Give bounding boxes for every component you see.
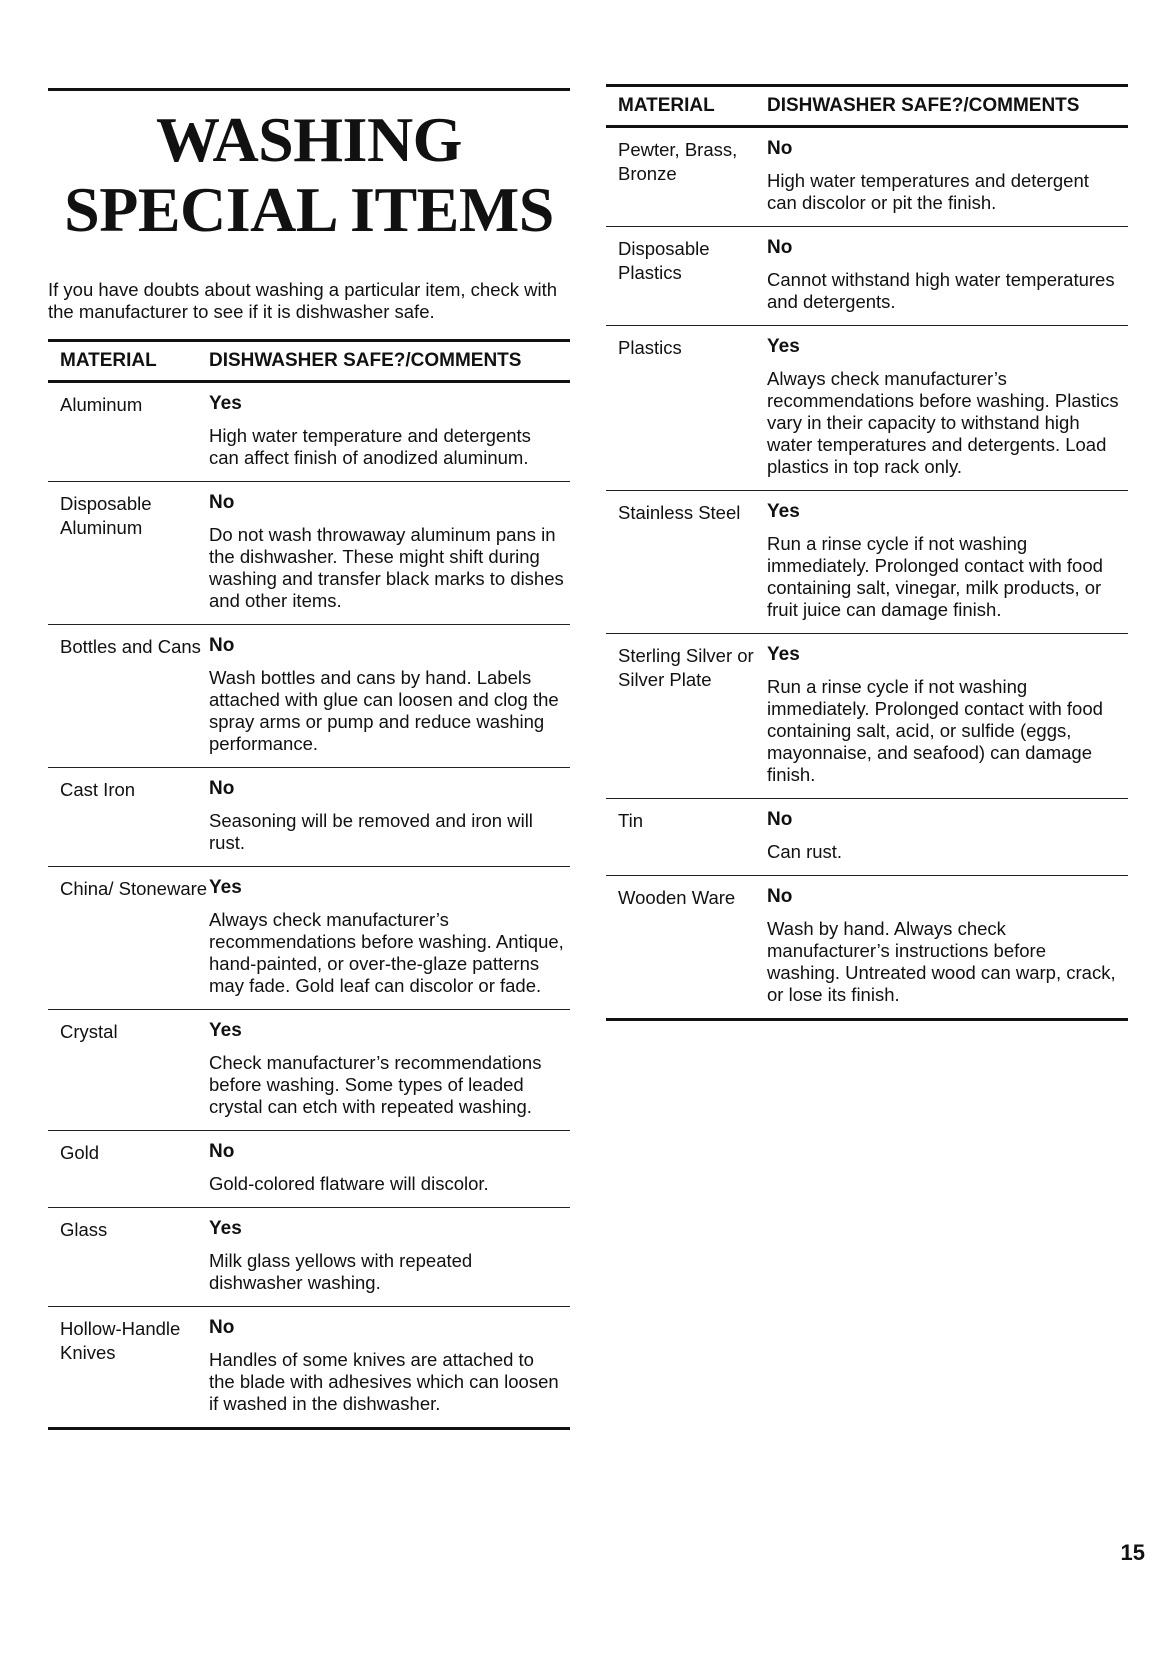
- material-name: Tin: [618, 810, 644, 831]
- comment-cell: [767, 799, 1128, 875]
- material-name: Aluminum: [60, 394, 143, 415]
- comment-text: Wash by hand. Always check manufacturer’s instructions before washing. Untreated wood can warp, crack, or lose its finish.: [767, 918, 1116, 1005]
- table-row: [48, 1307, 570, 1430]
- comment-text: Wash bottles and cans by hand. Labels attached with glue can loosen and clog the spray arms or pump and reduce washing performance.: [209, 667, 559, 754]
- comment-text: Cannot withstand high water temperatures and detergents.: [767, 269, 1115, 312]
- material-name: Disposable Aluminum: [60, 493, 152, 538]
- left-table-body: [48, 383, 570, 1430]
- comment-text: Seasoning will be removed and iron will rust.: [209, 810, 533, 853]
- safe-answer: Yes: [209, 877, 242, 898]
- comment-text: High water temperature and detergents can affect finish of anodized aluminum.: [209, 425, 531, 468]
- material-name: Cast Iron: [60, 779, 136, 800]
- comment-text: Check manufacturer’s recommendations before washing. Some types of leaded crystal can etch with repeated washing.: [209, 1052, 542, 1117]
- safe-answer: No: [767, 138, 793, 159]
- right-table-body: [606, 128, 1128, 1021]
- header-material: MATERIAL: [618, 95, 715, 116]
- material-name: China/ Stoneware: [60, 878, 208, 899]
- comment-text: Always check manufacturer’s recommendations before washing. Plastics vary in their capacity to withstand high water temperatures and detergents. Load plastics in top rack only.: [767, 368, 1119, 477]
- comment-cell: [209, 482, 570, 624]
- left-column: [48, 88, 570, 1430]
- material-name: Hollow-Handle Knives: [60, 1318, 181, 1363]
- table-row: [606, 876, 1128, 1021]
- comment-cell: [209, 383, 570, 481]
- material-name: Plastics: [618, 337, 682, 358]
- comment-text: Do not wash throwaway aluminum pans in the dishwasher. These might shift during washing and transfer black marks to dishes and other items.: [209, 524, 564, 611]
- safe-answer: No: [767, 809, 793, 830]
- material-name: Crystal: [60, 1021, 118, 1042]
- safe-answer: No: [209, 778, 235, 799]
- right-column: [606, 84, 1128, 1021]
- table-row: [48, 768, 570, 867]
- safe-answer: Yes: [767, 336, 800, 357]
- comment-text: Gold-colored flatware will discolor.: [209, 1173, 489, 1194]
- material-name: Sterling Silver or Silver Plate: [618, 645, 754, 690]
- comment-cell: [767, 227, 1128, 325]
- safe-answer: Yes: [209, 1020, 242, 1041]
- safe-answer: Yes: [209, 393, 242, 414]
- header-comments: DISHWASHER SAFE?/COMMENTS: [767, 95, 1080, 116]
- table-row: [606, 799, 1128, 876]
- table-row: [606, 634, 1128, 799]
- comment-text: Handles of some knives are attached to the blade with adhesives which can loosen if washed in the dishwasher.: [209, 1349, 559, 1414]
- comment-text: Run a rinse cycle if not washing immediately. Prolonged contact with food containing salt, acid, or sulfide (eggs, mayonnaise, and seafood) can damage finish.: [767, 676, 1103, 785]
- comment-cell: [767, 128, 1128, 226]
- safe-answer: No: [209, 1317, 235, 1338]
- comment-cell: [767, 326, 1128, 490]
- safe-answer: No: [209, 492, 235, 513]
- material-name: Stainless Steel: [618, 502, 741, 523]
- table-row: [48, 867, 570, 1010]
- right-table-header: [606, 84, 1128, 128]
- table-row: [606, 491, 1128, 634]
- title-rule: [48, 88, 570, 91]
- left-table-header: [48, 339, 570, 383]
- table-row: [606, 227, 1128, 326]
- comment-text: Milk glass yellows with repeated dishwasher washing.: [209, 1250, 473, 1293]
- safe-answer: Yes: [209, 1218, 242, 1239]
- table-row: [606, 128, 1128, 227]
- safe-answer: No: [767, 237, 793, 258]
- intro-text: If you have doubts about washing a particular item, check with the manufacturer to see if it is dishwasher safe.: [48, 279, 558, 322]
- table-row: [48, 482, 570, 625]
- safe-answer: No: [209, 635, 235, 656]
- safe-answer: No: [209, 1141, 235, 1162]
- header-comments: DISHWASHER SAFE?/COMMENTS: [209, 350, 522, 371]
- title-line-1: WASHING: [156, 104, 462, 175]
- comment-cell: [209, 867, 570, 1009]
- material-name: Bottles and Cans: [60, 636, 201, 657]
- table-row: [48, 1208, 570, 1307]
- comment-cell: [209, 1131, 570, 1207]
- comment-cell: [209, 1010, 570, 1130]
- comment-cell: [209, 625, 570, 767]
- material-name: Wooden Ware: [618, 887, 736, 908]
- material-name: Disposable Plastics: [618, 238, 710, 283]
- header-material: MATERIAL: [60, 350, 157, 371]
- comment-cell: [209, 1307, 570, 1427]
- table-row: [48, 383, 570, 482]
- table-row: [48, 1010, 570, 1131]
- table-row: [48, 625, 570, 768]
- title-line-2: SPECIAL ITEMS: [64, 174, 554, 245]
- comment-cell: [767, 634, 1128, 798]
- material-name: Pewter, Brass, Bronze: [618, 139, 738, 184]
- comment-text: Can rust.: [767, 841, 843, 862]
- table-row: [48, 1131, 570, 1208]
- page-title: [48, 105, 570, 245]
- comment-text: High water temperatures and detergent can discolor or pit the finish.: [767, 170, 1089, 213]
- page-number: 15: [1120, 1540, 1145, 1565]
- comment-cell: [767, 876, 1128, 1018]
- material-name: Glass: [60, 1219, 108, 1240]
- safe-answer: No: [767, 886, 793, 907]
- safe-answer: Yes: [767, 501, 800, 522]
- safe-answer: Yes: [767, 644, 800, 665]
- comment-text: Run a rinse cycle if not washing immediately. Prolonged contact with food containing salt, vinegar, milk products, or fruit juice can damage finish.: [767, 533, 1103, 620]
- material-name: Gold: [60, 1142, 100, 1163]
- comment-cell: [209, 1208, 570, 1306]
- comment-cell: [767, 491, 1128, 633]
- comment-cell: [209, 768, 570, 866]
- table-row: [606, 326, 1128, 491]
- comment-text: Always check manufacturer’s recommendations before washing. Antique, hand-painted, or over-the-glaze patterns may fade. Gold leaf can discolor or fade.: [209, 909, 564, 996]
